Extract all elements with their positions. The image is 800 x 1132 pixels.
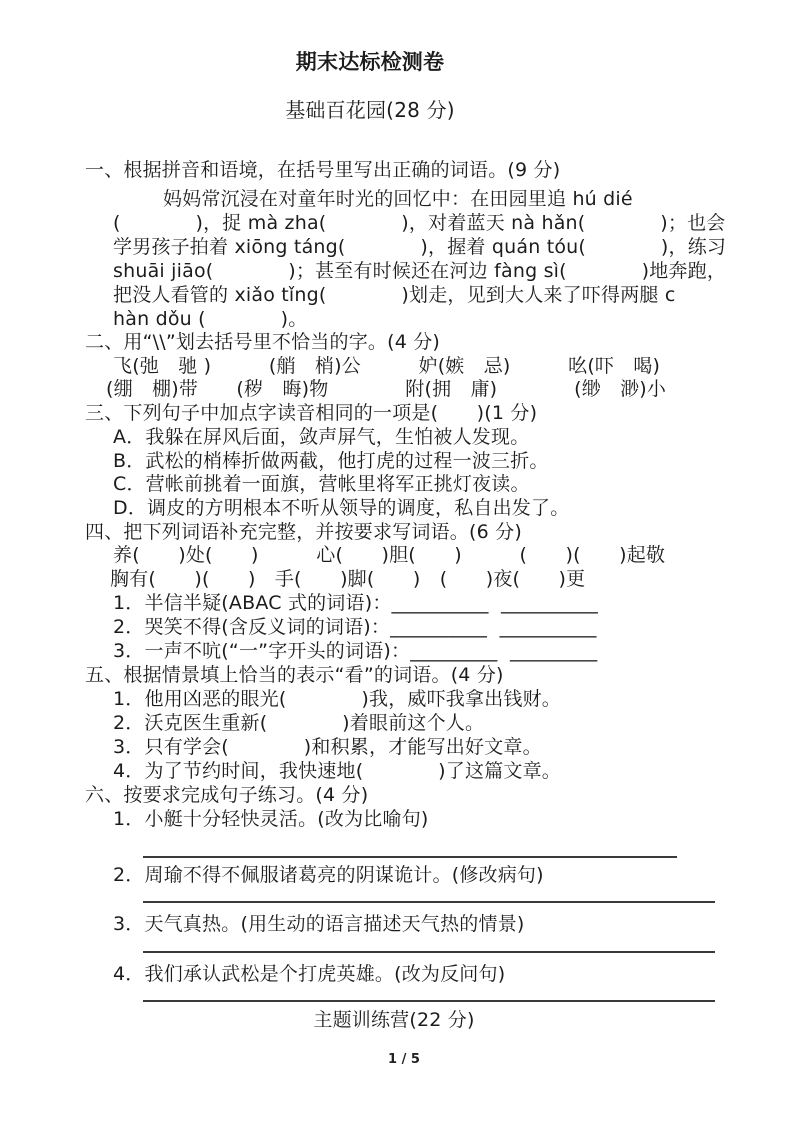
char-choice-row: (绷 棚)带 (秽 晦)物 附(拥 庸) (缈 渺)小 — [106, 378, 667, 400]
option-d: D．调皮的方明根本不听从领导的调度，私自出发了。 — [113, 497, 570, 519]
look-word-item: 2．沃克医生重新( )着眼前这个人。 — [113, 712, 485, 734]
answer-blank-line — [143, 856, 677, 858]
part-heading-basics: 基础百花园(28 分) — [285, 98, 455, 122]
pinyin-paragraph-line: hàn dǒu ( )。 — [113, 308, 308, 330]
option-c: C．营帐前挑着一面旗，营帐里将军正挑灯夜读。 — [113, 473, 530, 495]
look-word-item: 4．为了节约时间，我快速地( )了这篇文章。 — [113, 760, 561, 782]
section-4-heading: 四、把下列词语补充完整，并按要求写词语。(6 分) — [85, 521, 522, 543]
page-number: 1 / 5 — [388, 1052, 420, 1067]
option-a: A．我躲在屏风后面，敛声屏气，生怕被人发现。 — [113, 426, 530, 448]
look-word-item: 3．只有学会( )和积累，才能写出好文章。 — [113, 736, 542, 758]
look-word-item: 1．他用凶恶的眼光( )我，威吓我拿出钱财。 — [113, 688, 561, 710]
answer-blank-line — [143, 951, 715, 953]
sentence-exercise-item: 2．周瑜不得不佩服诸葛亮的阴谋诡计。(修改病句) — [113, 864, 544, 886]
pinyin-paragraph-line: shuāi jiāo( )；甚至有时候还在河边 fàng sì( )地奔跑， — [113, 260, 727, 282]
fill-in-idiom-row: 胸有( )( ) 手( )脚( ) ( )夜( )更 — [110, 568, 586, 590]
sentence-exercise-item: 3．天气真热。(用生动的语言描述天气热的情景) — [113, 913, 525, 935]
sentence-exercise-item: 1．小艇十分轻快灵活。(改为比喻句) — [113, 808, 429, 830]
section-3-heading: 三、下列句子中加点字读音相同的一项是( )(1 分) — [85, 402, 538, 424]
option-b: B．武松的梢棒折做两截，他打虎的过程一波三折。 — [113, 450, 549, 472]
section-6-heading: 六、按要求完成句子练习。(4 分) — [85, 784, 369, 806]
word-writing-item: 1．半信半疑(ABAC 式的词语)：__________ __________ — [113, 592, 598, 614]
section-5-heading: 五、根据情景填上恰当的表示“看”的词语。(4 分) — [85, 664, 504, 686]
pinyin-paragraph-line: 妈妈常沉浸在对童年时光的回忆中：在田园里追 hú dié — [163, 188, 633, 210]
sentence-exercise-item: 4．我们承认武松是个打虎英雄。(改为反问句) — [113, 963, 506, 985]
word-writing-item: 3．一声不吭(“一”字开头的词语)：_________ _________ — [113, 640, 598, 662]
part-heading-theme: 主题训练营(22 分) — [313, 1009, 475, 1031]
answer-blank-line — [143, 1000, 715, 1002]
exam-title: 期末达标检测卷 — [295, 50, 445, 74]
char-choice-row: 飞(弛 驰 ) (艄 梢)公 妒(嫉 忌) 吆(吓 喝) — [113, 355, 661, 377]
section-1-heading: 一、根据拼音和语境，在括号里写出正确的词语。(9 分) — [85, 159, 561, 181]
answer-blank-line — [143, 901, 715, 903]
pinyin-paragraph-line: 学男孩子拍着 xiōng táng( )，握着 quán tóu( )，练习 — [113, 236, 727, 258]
pinyin-paragraph-line: 把没人看管的 xiǎo tǐng( )划走，见到大人来了吓得两腿 c — [113, 284, 676, 306]
section-2-heading: 二、用“\\”划去括号里不恰当的字。(4 分) — [85, 331, 441, 353]
word-writing-item: 2．哭笑不得(含反义词的词语)：__________ __________ — [113, 616, 597, 638]
fill-in-idiom-row: 养( )处( ) 心( )胆( ) ( )( )起敬 — [113, 544, 666, 566]
pinyin-paragraph-line: ( )，捉 mà zha( )，对着蓝天 nà hǎn( )；也会 — [113, 212, 726, 234]
